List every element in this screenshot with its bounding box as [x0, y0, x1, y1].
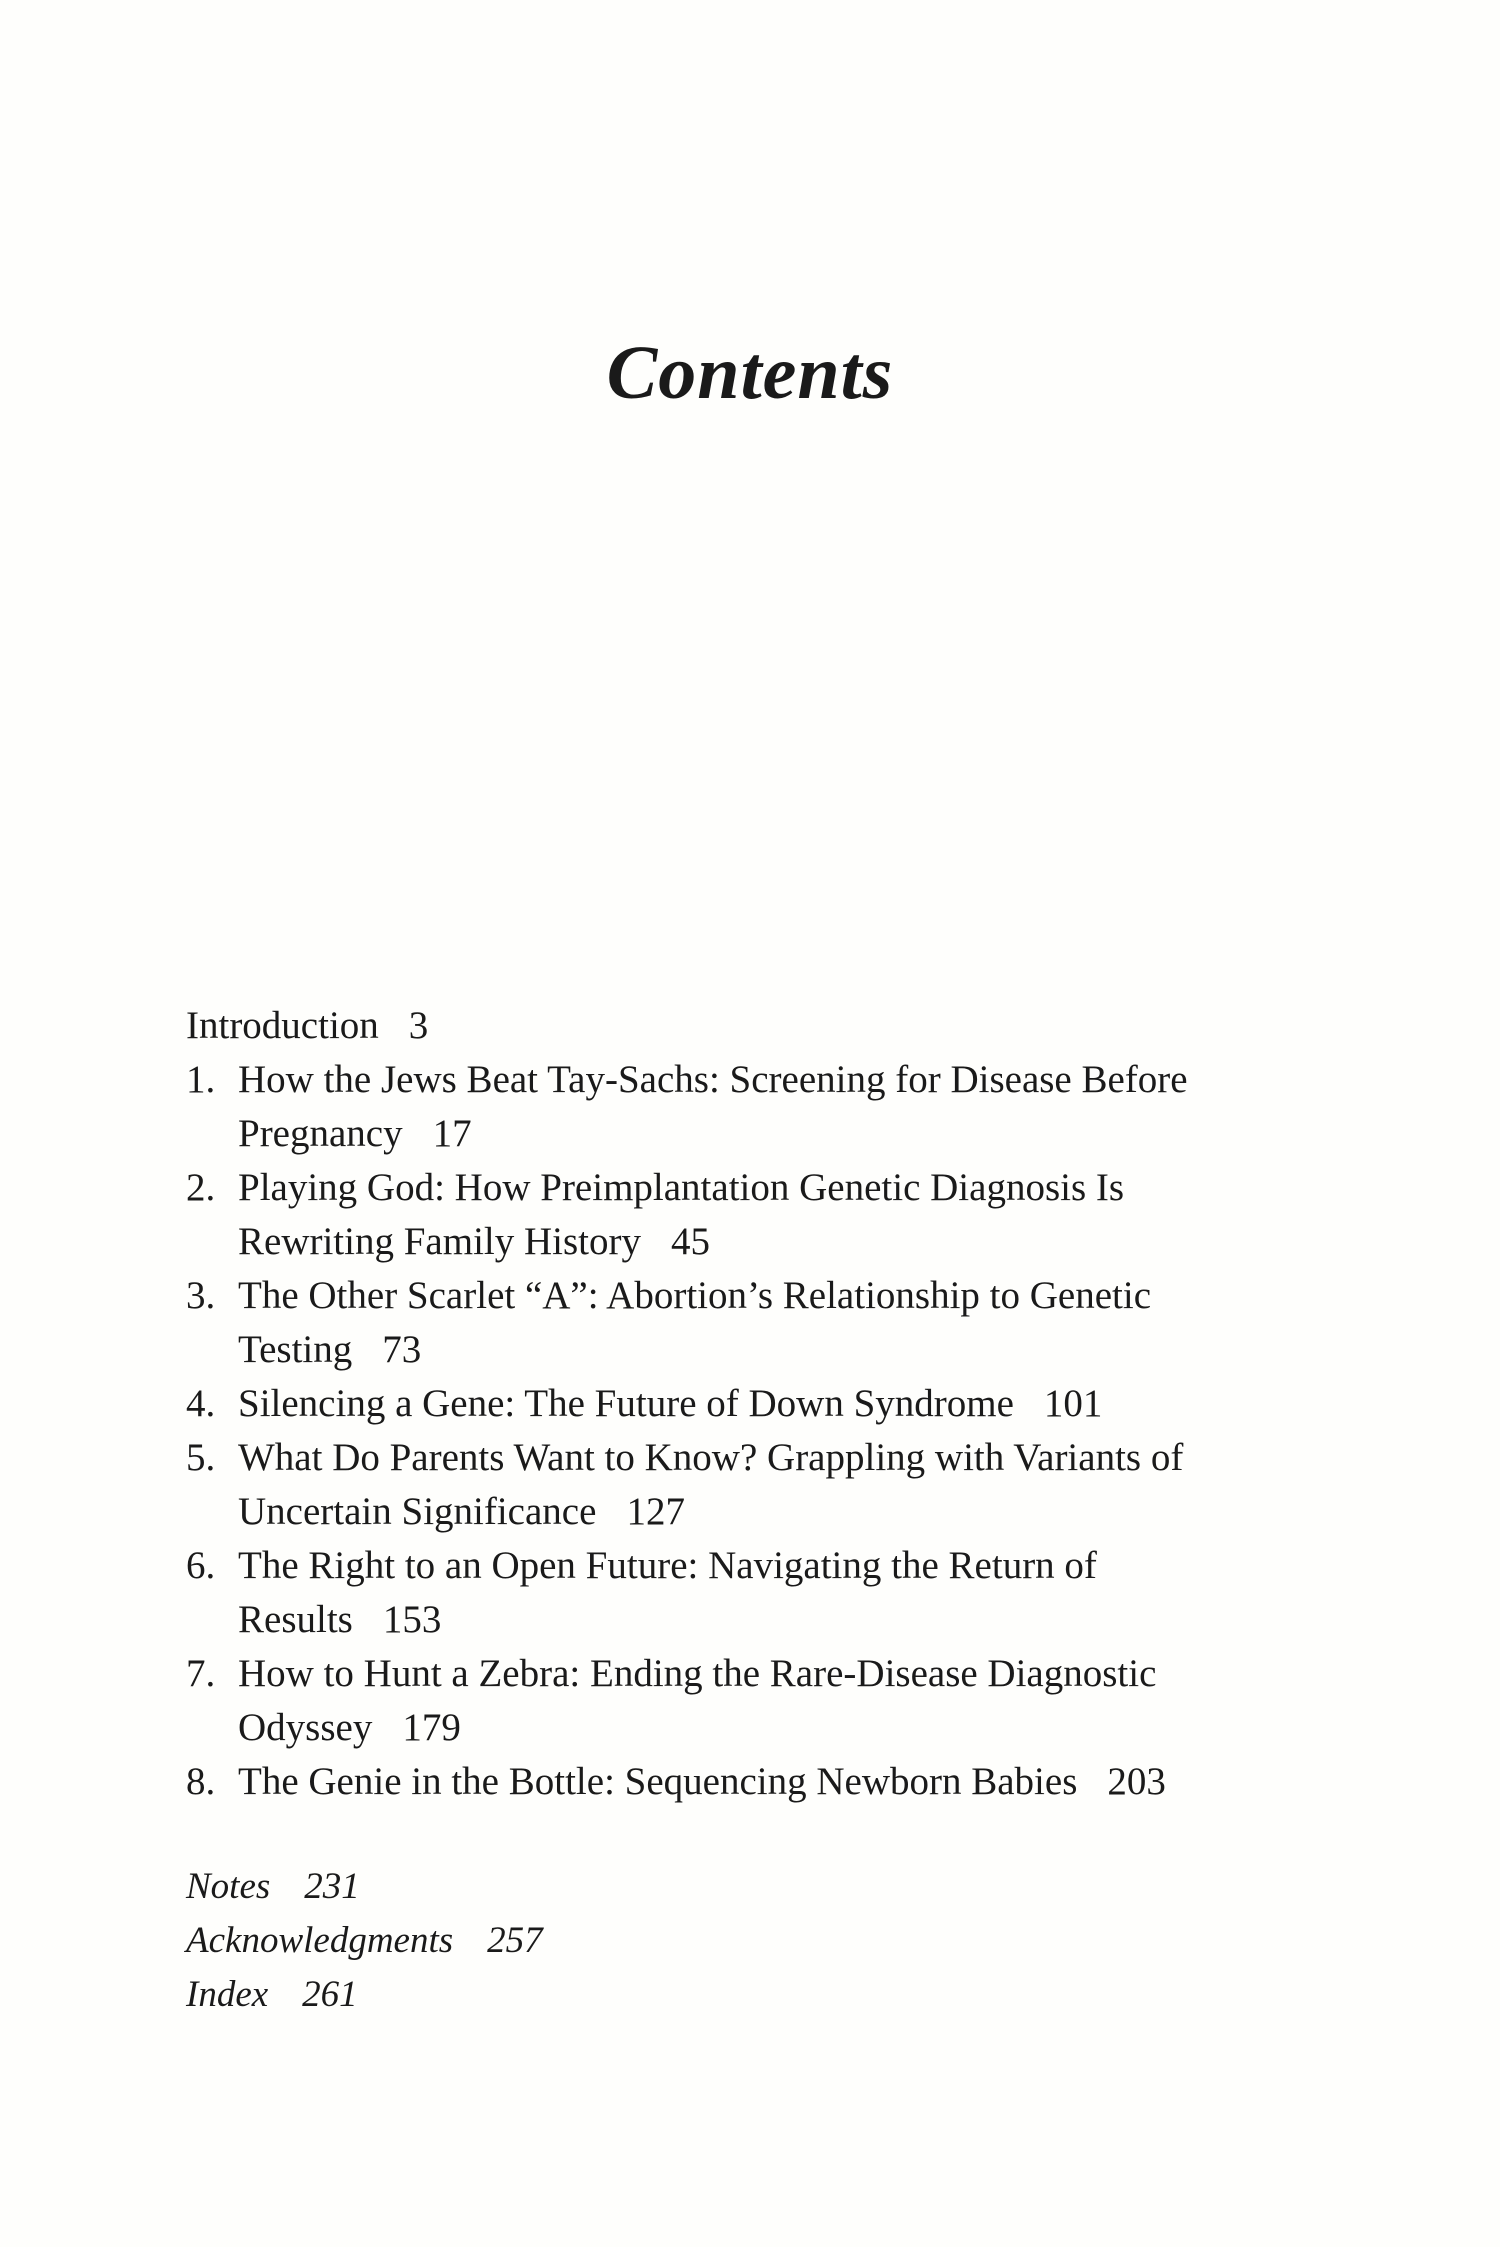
toc-entry-chapter-3[interactable] [186, 1269, 1336, 1377]
chapter-number: 5. [186, 1436, 216, 1479]
table-of-contents [186, 999, 1336, 1809]
entry-title: Introduction [186, 1004, 379, 1047]
chapter-number: 3. [186, 1274, 216, 1317]
entry-page: 261 [302, 1974, 358, 2015]
chapter-page: 45 [671, 1220, 710, 1263]
chapter-title-line-1: How the Jews Beat Tay-Sachs: Screening for Disease Before [238, 1058, 1188, 1101]
toc-entry-index[interactable] [186, 1968, 543, 2022]
toc-entry-chapter-8[interactable] [186, 1755, 1336, 1809]
chapter-number: 2. [186, 1166, 216, 1209]
chapter-page: 73 [382, 1328, 422, 1371]
toc-entry-chapter-1[interactable] [186, 1053, 1336, 1161]
chapter-title-line-1: The Right to an Open Future: Navigating the Return of [238, 1544, 1097, 1587]
entry-page: 231 [304, 1866, 360, 1907]
back-matter [186, 1860, 543, 2022]
chapter-page: 127 [626, 1490, 685, 1533]
chapter-number: 1. [186, 1058, 216, 1101]
toc-entry-chapter-7[interactable] [186, 1647, 1336, 1755]
chapter-title-line-2: Results [238, 1598, 353, 1641]
toc-entry-notes[interactable] [186, 1860, 543, 1914]
chapter-page: 17 [432, 1112, 472, 1155]
chapter-page: 101 [1043, 1382, 1103, 1425]
chapter-title-line-1: What Do Parents Want to Know? Grappling with Variants of [238, 1436, 1184, 1479]
chapter-title-line-2: Odyssey [238, 1706, 373, 1749]
page-title: Contents [606, 331, 894, 415]
chapter-number: 6. [186, 1544, 216, 1587]
chapter-page: 179 [402, 1706, 461, 1749]
chapter-number: 4. [186, 1382, 216, 1425]
chapter-page: 203 [1107, 1760, 1166, 1803]
chapter-title-line-1: Playing God: How Preimplantation Genetic Diagnosis Is [238, 1166, 1125, 1209]
toc-entry-introduction[interactable] [186, 999, 1336, 1053]
chapter-title-line-2: Testing [238, 1328, 353, 1371]
chapter-title-line-2: Rewriting Family History [238, 1220, 641, 1263]
chapter-page: 153 [382, 1598, 442, 1641]
toc-entry-acknowledgments[interactable] [186, 1914, 543, 1968]
toc-entry-chapter-6[interactable] [186, 1539, 1336, 1647]
entry-title: Acknowledgments [186, 1920, 454, 1961]
chapter-title-line-2: Uncertain Significance [238, 1490, 597, 1533]
entry-page: 3 [408, 1004, 429, 1047]
toc-entry-chapter-2[interactable] [186, 1161, 1336, 1269]
chapter-title-line-1: The Other Scarlet “A”: Abortion’s Relationship to Genetic [238, 1274, 1152, 1317]
entry-title: Index [186, 1974, 269, 2015]
chapter-title-line-2: Pregnancy [238, 1112, 403, 1155]
toc-entry-chapter-4[interactable] [186, 1377, 1336, 1431]
chapter-title-line-1: Silencing a Gene: The Future of Down Syndrome [238, 1382, 1014, 1425]
entry-page: 257 [487, 1920, 543, 1961]
chapter-title-line-1: How to Hunt a Zebra: Ending the Rare-Disease Diagnostic [238, 1652, 1157, 1695]
chapter-title-line-1: The Genie in the Bottle: Sequencing Newborn Babies [238, 1760, 1078, 1803]
chapter-number: 7. [186, 1652, 216, 1695]
chapter-number: 8. [186, 1760, 216, 1803]
entry-title: Notes [186, 1866, 271, 1907]
toc-entry-chapter-5[interactable] [186, 1431, 1336, 1539]
